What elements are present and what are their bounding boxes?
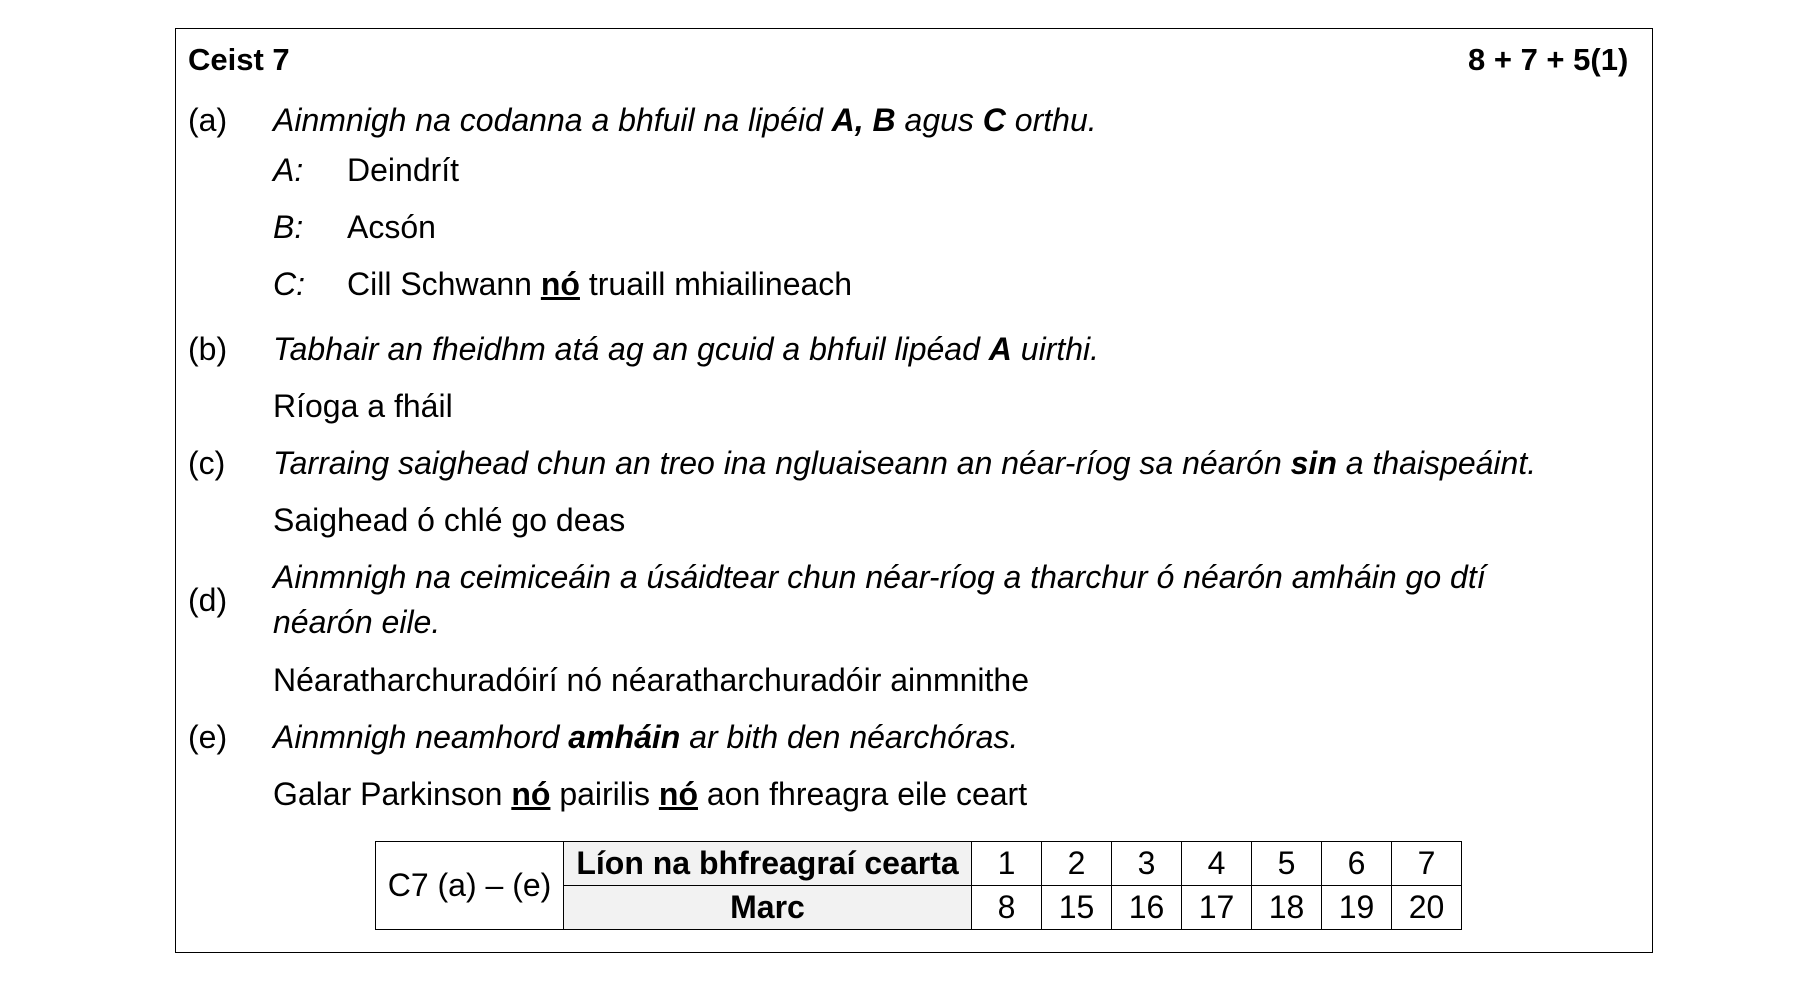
question-title: Ceist 7 xyxy=(188,42,290,77)
mark-cell: 20 xyxy=(1392,886,1462,930)
part-d-question-line1: Ainmnigh na ceimiceáin a úsáidtear chun néar-ríog a tharchur ó néarón amháin go dtí xyxy=(273,559,1486,595)
marks-allocation: 8 + 7 + 5(1) xyxy=(1468,42,1629,77)
part-e-label: (e) xyxy=(188,719,228,755)
answer-b-text: Acsón xyxy=(347,209,436,245)
mark-cell: 16 xyxy=(1112,886,1182,930)
marks-table xyxy=(375,841,1462,930)
marks-table-row-label: C7 (a) – (e) xyxy=(376,842,564,930)
answer-b-key: B: xyxy=(273,209,304,245)
count-cell: 5 xyxy=(1252,842,1322,886)
part-b-answer: Ríoga a fháil xyxy=(273,388,453,424)
marks-table-header-counts: Líon na bhfreagraí cearta xyxy=(564,842,972,886)
marks-table-row-counts xyxy=(376,842,1462,886)
count-cell: 7 xyxy=(1392,842,1462,886)
answer-a-text: Deindrít xyxy=(347,152,460,188)
mark-cell: 15 xyxy=(1042,886,1112,930)
mark-cell: 8 xyxy=(972,886,1042,930)
part-c-answer: Saighead ó chlé go deas xyxy=(273,502,626,538)
part-d-answer: Néaratharchuradóirí nó néaratharchuradóir ainmnithe xyxy=(273,662,1029,698)
mark-cell: 19 xyxy=(1322,886,1392,930)
part-c-label: (c) xyxy=(188,445,226,481)
part-c-question: Tarraing saighead chun an treo ina ngluaiseann an néar-ríog sa néarón sin a thaispeáint. xyxy=(273,445,1537,481)
mark-cell: 18 xyxy=(1252,886,1322,930)
mark-cell: 17 xyxy=(1182,886,1252,930)
answer-c-text: Cill Schwann nó truaill mhiailineach xyxy=(347,266,853,302)
answer-c-key: C: xyxy=(273,266,305,302)
part-e-question: Ainmnigh neamhord amháin ar bith den néarchóras. xyxy=(273,719,1019,755)
count-cell: 4 xyxy=(1182,842,1252,886)
part-d-label: (d) xyxy=(188,582,228,618)
part-a-question: Ainmnigh na codanna a bhfuil na lipéid A, B agus C orthu. xyxy=(273,102,1097,138)
count-cell: 2 xyxy=(1042,842,1112,886)
count-cell: 6 xyxy=(1322,842,1392,886)
marks-table-header-marks: Marc xyxy=(564,886,972,930)
part-a-label: (a) xyxy=(188,102,228,138)
part-b-question: Tabhair an fheidhm atá ag an gcuid a bhfuil lipéad A uirthi. xyxy=(273,331,1100,367)
count-cell: 1 xyxy=(972,842,1042,886)
part-e-answer: Galar Parkinson nó pairilis nó aon fhreagra eile ceart xyxy=(273,776,1028,812)
count-cell: 3 xyxy=(1112,842,1182,886)
answer-a-key: A: xyxy=(273,152,304,188)
part-b-label: (b) xyxy=(188,331,228,367)
part-d-question-line2: néarón eile. xyxy=(273,604,441,640)
